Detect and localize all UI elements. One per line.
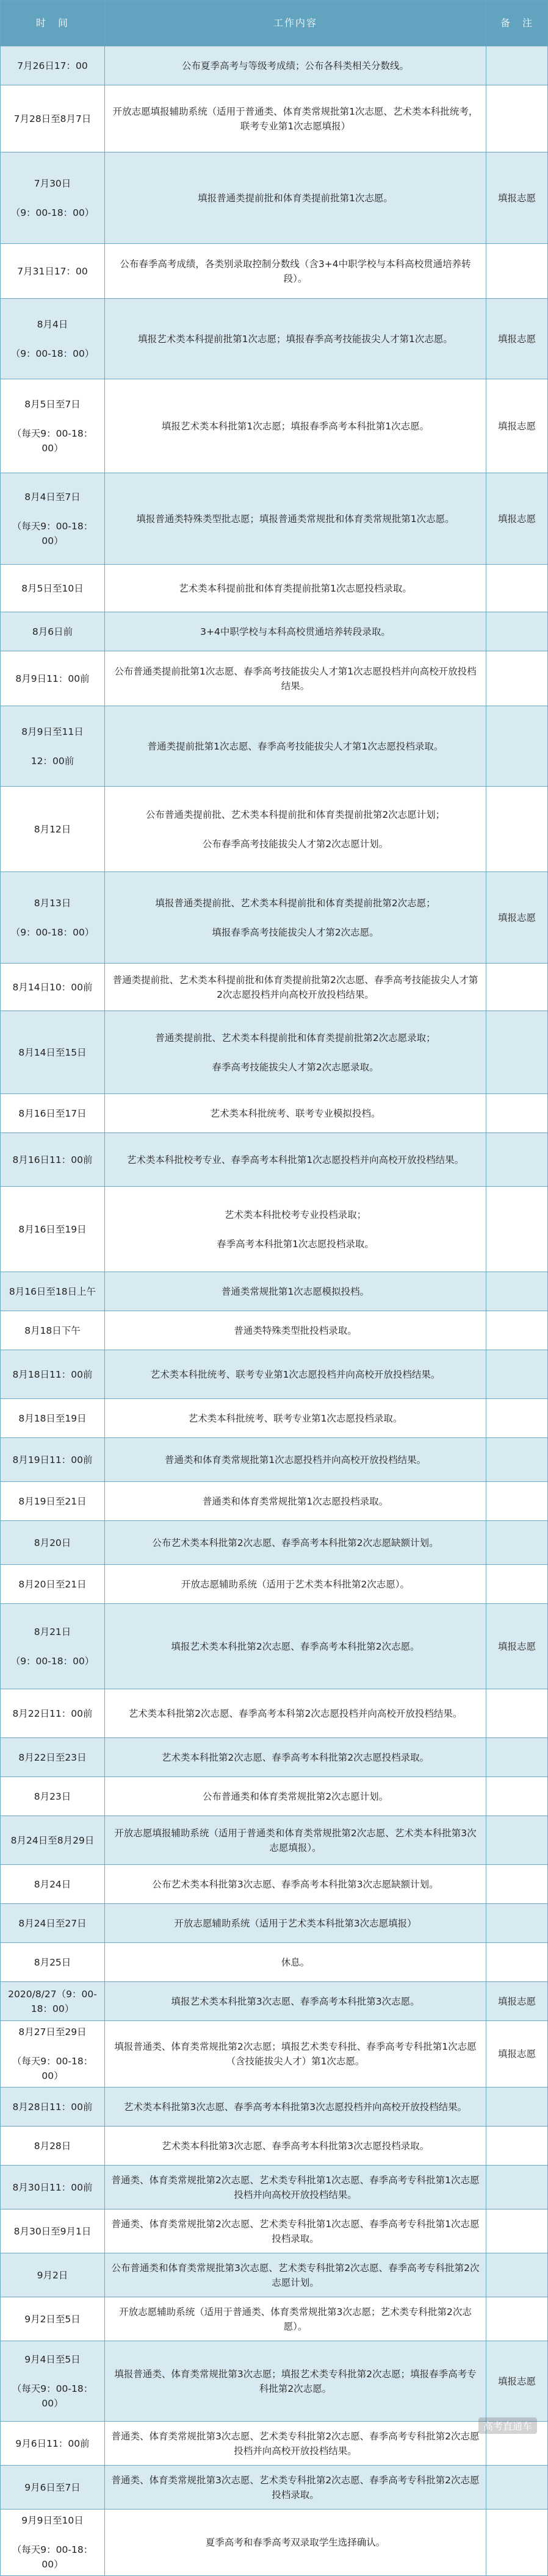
time-cell: 8月9日11：00前	[1, 651, 105, 706]
table-row	[1, 1943, 548, 1982]
table-row	[1, 2021, 548, 2088]
time-cell: 8月5日至10日	[1, 565, 105, 612]
note-cell	[486, 1311, 548, 1350]
content-cell: 休息。	[105, 1943, 486, 1982]
header-note: 备 注	[486, 1, 548, 46]
table-row	[1, 1816, 548, 1865]
header-content: 工作内容	[105, 1, 486, 46]
time-cell: 8月16日11：00前	[1, 1133, 105, 1187]
content-cell: 艺术类本科批统考、联考专业第1次志愿投档录取。	[105, 1399, 486, 1438]
time-cell: 2020/8/27（9：00-18：00）	[1, 1982, 105, 2021]
table-row	[1, 1904, 548, 1943]
time-cell: 8月20日至21日	[1, 1565, 105, 1604]
table-row	[1, 244, 548, 299]
time-cell: 7月30日 （9：00-18：00）	[1, 152, 105, 244]
time-cell: 8月18日11：00前	[1, 1350, 105, 1399]
table-row	[1, 1133, 548, 1187]
note-cell	[486, 1865, 548, 1904]
table-row	[1, 2166, 548, 2209]
time-cell: 8月14日至15日	[1, 1011, 105, 1094]
note-cell: 填报志愿	[486, 2021, 548, 2088]
table-row	[1, 2297, 548, 2341]
time-cell: 9月9日至10日 （每天9：00-18：00）	[1, 2510, 105, 2576]
time-cell: 8月24日至27日	[1, 1904, 105, 1943]
note-cell	[486, 612, 548, 651]
table-row	[1, 651, 548, 706]
note-cell	[486, 1943, 548, 1982]
table-row	[1, 1311, 548, 1350]
time-cell: 7月26日17：00	[1, 46, 105, 85]
time-cell: 9月6日至7日	[1, 2466, 105, 2510]
table-row	[1, 2127, 548, 2166]
table-row	[1, 1865, 548, 1904]
time-cell: 8月16日至17日	[1, 1094, 105, 1133]
time-cell: 8月30日11：00前	[1, 2166, 105, 2209]
note-cell	[486, 1521, 548, 1565]
content-cell: 普通类、体育类常规批第2次志愿、艺术类专科批第1次志愿、春季高考专科批第1次志愿投档录取。	[105, 2209, 486, 2253]
time-cell: 8月16日至18日上午	[1, 1272, 105, 1311]
table-row	[1, 2466, 548, 2510]
content-cell: 公布春季高考成绩，各类别录取控制分数线（含3+4中职学校与本科高校贯通培养转段）。	[105, 244, 486, 299]
note-cell	[486, 1350, 548, 1399]
content-cell: 艺术类本科批第2次志愿、春季高考本科批第2次志愿投档录取。	[105, 1738, 486, 1777]
note-cell	[486, 1094, 548, 1133]
time-cell: 8月12日	[1, 787, 105, 872]
content-cell: 普通类、体育类常规批第3次志愿、艺术类专科批第2次志愿、春季高考专科批第2次志愿投档录取。	[105, 2466, 486, 2510]
time-cell: 8月19日至21日	[1, 1482, 105, 1521]
note-cell	[486, 565, 548, 612]
content-cell: 填报普通类、体育类常规批第2次志愿；填报艺术类专科批、春季高考专科批第1次志愿（含技能拔尖人才）第1次志愿。	[105, 2021, 486, 2088]
note-cell	[486, 244, 548, 299]
table-row	[1, 612, 548, 651]
table-row	[1, 46, 548, 85]
content-cell: 公布普通类和体育类常规批第3次志愿、艺术类专科批第2次志愿、春季高考专科批第2次志愿计划。	[105, 2253, 486, 2297]
time-cell: 8月16日至19日	[1, 1187, 105, 1272]
time-cell: 9月2日	[1, 2253, 105, 2297]
note-cell	[486, 2088, 548, 2127]
time-cell: 8月19日11：00前	[1, 1438, 105, 1482]
time-cell: 8月14日10：00前	[1, 964, 105, 1011]
content-cell: 艺术类本科批统考、联考专业模拟投档。	[105, 1094, 486, 1133]
content-cell: 普通类和体育类常规批第1次志愿投档并向高校开放投档结果。	[105, 1438, 486, 1482]
content-cell: 普通类提前批、艺术类本科提前批和体育类提前批第2次志愿录取； 春季高考技能拔尖人才第2次志愿录取。	[105, 1011, 486, 1094]
content-cell: 开放志愿辅助系统（适用于艺术类本科批第2次志愿）。	[105, 1565, 486, 1604]
table-row	[1, 1272, 548, 1311]
note-cell: 填报志愿	[486, 1982, 548, 2021]
note-cell	[486, 1904, 548, 1943]
time-cell: 8月13日 （9：00-18：00）	[1, 872, 105, 964]
note-cell	[486, 1565, 548, 1604]
table-row	[1, 2422, 548, 2466]
content-cell: 普通类特殊类型批投档录取。	[105, 1311, 486, 1350]
table-row	[1, 2088, 548, 2127]
note-cell: 填报志愿	[486, 872, 548, 964]
note-cell	[486, 787, 548, 872]
content-cell: 填报艺术类本科批第1次志愿；填报春季高考本科批第1次志愿。	[105, 379, 486, 473]
table-header-row	[1, 1, 548, 46]
table-row	[1, 1350, 548, 1399]
time-cell: 8月27日至29日 （每天9：00-18：00）	[1, 2021, 105, 2088]
time-cell: 8月18日下午	[1, 1311, 105, 1350]
time-cell: 9月2日至5日	[1, 2297, 105, 2341]
time-cell: 8月24日至8月29日	[1, 1816, 105, 1865]
table-row	[1, 1777, 548, 1816]
table-row	[1, 1565, 548, 1604]
note-cell	[486, 964, 548, 1011]
content-cell: 开放志愿辅助系统（适用于普通类、体育类常规批第3次志愿；艺术类专科批第2次志愿）。	[105, 2297, 486, 2341]
note-cell	[486, 1689, 548, 1738]
content-cell: 填报艺术类本科提前批第1次志愿；填报春季高考技能拔尖人才第1次志愿。	[105, 299, 486, 379]
time-cell: 8月22日至23日	[1, 1738, 105, 1777]
content-cell: 填报艺术类本科批第2次志愿、春季高考本科批第2次志愿。	[105, 1604, 486, 1689]
note-cell	[486, 1816, 548, 1865]
content-cell: 艺术类本科批统考、联考专业第1次志愿投档并向高校开放投档结果。	[105, 1350, 486, 1399]
content-cell: 普通类和体育类常规批第1次志愿投档录取。	[105, 1482, 486, 1521]
content-cell: 填报普通类提前批、艺术类本科提前批和体育类提前批第2次志愿； 填报春季高考技能拔尖人才第2次志愿。	[105, 872, 486, 964]
table-row	[1, 2510, 548, 2576]
content-cell: 普通类提前批、艺术类本科提前批和体育类提前批第2次志愿、春季高考技能拔尖人才第2次志愿投档并向高校开放投档结果。	[105, 964, 486, 1011]
header-time: 时 间	[1, 1, 105, 46]
content-cell: 艺术类本科批第2次志愿、春季高考本科第2次志愿投档并向高校开放投档结果。	[105, 1689, 486, 1738]
time-cell: 7月28日至8月7日	[1, 85, 105, 152]
table-row	[1, 299, 548, 379]
table-row	[1, 2253, 548, 2297]
note-cell: 填报志愿	[486, 379, 548, 473]
table-row	[1, 964, 548, 1011]
time-cell: 8月21日 （9：00-18：00）	[1, 1604, 105, 1689]
time-cell: 8月30日至9月1日	[1, 2209, 105, 2253]
note-cell	[486, 1133, 548, 1187]
content-cell: 填报普通类、体育类常规批第3次志愿；填报艺术类专科批第2次志愿；填报春季高考专科批第2次志愿。	[105, 2341, 486, 2422]
table-row	[1, 1399, 548, 1438]
content-cell: 公布夏季高考与等级考成绩；公布各科类相关分数线。	[105, 46, 486, 85]
table-row	[1, 706, 548, 787]
content-cell: 公布艺术类本科批第3次志愿、春季高考本科批第3次志愿缺额计划。	[105, 1865, 486, 1904]
note-cell: 填报志愿	[486, 152, 548, 244]
time-cell: 8月28日11：00前	[1, 2088, 105, 2127]
note-cell	[486, 1777, 548, 1816]
note-cell: 填报志愿	[486, 1604, 548, 1689]
content-cell: 普通类提前批第1次志愿、春季高考技能拔尖人才第1次志愿投档录取。	[105, 706, 486, 787]
note-cell	[486, 1438, 548, 1482]
time-cell: 9月6日11：00前	[1, 2422, 105, 2466]
note-cell	[486, 651, 548, 706]
content-cell: 开放志愿填报辅助系统（适用于普通类和体育类常规批第2次志愿、艺术类本科批第3次志愿填报）。	[105, 1816, 486, 1865]
note-cell	[486, 2127, 548, 2166]
note-cell	[486, 1187, 548, 1272]
content-cell: 填报艺术类本科批第3次志愿、春季高考本科批第3次志愿。	[105, 1982, 486, 2021]
content-cell: 普通类、体育类常规批第3次志愿、艺术类专科批第2次志愿、春季高考专科批第2次志愿投档并向高校开放投档结果。	[105, 2422, 486, 2466]
content-cell: 开放志愿辅助系统（适用于艺术类本科批第3次志愿填报）	[105, 1904, 486, 1943]
table-row	[1, 473, 548, 565]
content-cell: 公布普通类提前批第1次志愿、春季高考技能拔尖人才第1次志愿投档并向高校开放投档结果。	[105, 651, 486, 706]
content-cell: 艺术类本科提前批和体育类提前批第1次志愿投档录取。	[105, 565, 486, 612]
content-cell: 夏季高考和春季高考双录取学生选择确认。	[105, 2510, 486, 2576]
time-cell: 8月4日至7日 （每天9：00-18：00）	[1, 473, 105, 565]
note-cell: 填报志愿	[486, 299, 548, 379]
content-cell: 公布普通类和体育类常规批第2次志愿计划。	[105, 1777, 486, 1816]
content-cell: 填报普通类特殊类型批志愿；填报普通类常规批和体育类常规批第1次志愿。	[105, 473, 486, 565]
table-row	[1, 1982, 548, 2021]
note-cell	[486, 1272, 548, 1311]
table-row	[1, 1689, 548, 1738]
note-cell	[486, 2510, 548, 2576]
time-cell: 8月4日 （9：00-18：00）	[1, 299, 105, 379]
time-cell: 8月20日	[1, 1521, 105, 1565]
time-cell: 7月31日17：00	[1, 244, 105, 299]
time-cell: 8月23日	[1, 1777, 105, 1816]
time-cell: 8月9日至11日 12：00前	[1, 706, 105, 787]
content-cell: 普通类、体育类常规批第2次志愿、艺术类专科批第1次志愿、春季高考专科批第1次志愿投档并向高校开放投档结果。	[105, 2166, 486, 2209]
note-cell	[486, 706, 548, 787]
table-row	[1, 1604, 548, 1689]
time-cell: 8月28日	[1, 2127, 105, 2166]
content-cell: 公布艺术类本科批第2次志愿、春季高考本科批第2次志愿缺额计划。	[105, 1521, 486, 1565]
table-row	[1, 1521, 548, 1565]
watermark: 高考直通车	[478, 2417, 537, 2434]
content-cell: 开放志愿填报辅助系统（适用于普通类、体育类常规批第1次志愿、艺术类本科批统考，联考专业第1次志愿填报）	[105, 85, 486, 152]
content-cell: 艺术类本科批校考专业、春季高考本科批第1次志愿投档并向高校开放投档结果。	[105, 1133, 486, 1187]
note-cell	[486, 2253, 548, 2297]
table-row	[1, 1011, 548, 1094]
table-row	[1, 872, 548, 964]
note-cell	[486, 2166, 548, 2209]
table-row	[1, 565, 548, 612]
note-cell	[486, 46, 548, 85]
content-cell: 普通类常规批第1次志愿模拟投档。	[105, 1272, 486, 1311]
note-cell	[486, 2297, 548, 2341]
time-cell: 8月22日11：00前	[1, 1689, 105, 1738]
table-row	[1, 1482, 548, 1521]
time-cell: 8月25日	[1, 1943, 105, 1982]
note-cell	[486, 85, 548, 152]
content-cell: 公布普通类提前批、艺术类本科提前批和体育类提前批第2次志愿计划； 公布春季高考技能拔尖人才第2次志愿计划。	[105, 787, 486, 872]
note-cell	[486, 1399, 548, 1438]
note-cell	[486, 1738, 548, 1777]
note-cell	[486, 2466, 548, 2510]
time-cell: 8月18日至19日	[1, 1399, 105, 1438]
time-cell: 8月6日前	[1, 612, 105, 651]
content-cell: 艺术类本科批第3次志愿、春季高考本科批第3次志愿投档并向高校开放投档结果。	[105, 2088, 486, 2127]
content-cell: 3+4中职学校与本科高校贯通培养转段录取。	[105, 612, 486, 651]
table-row	[1, 1738, 548, 1777]
table-row	[1, 787, 548, 872]
note-cell: 填报志愿	[486, 2341, 548, 2422]
table-row	[1, 2341, 548, 2422]
table-row	[1, 2209, 548, 2253]
content-cell: 填报普通类提前批和体育类提前批第1次志愿。	[105, 152, 486, 244]
table-row	[1, 152, 548, 244]
table-body	[1, 46, 548, 2576]
content-cell: 艺术类本科批第3次志愿、春季高考本科批第3次志愿投档录取。	[105, 2127, 486, 2166]
table-row	[1, 379, 548, 473]
table-row	[1, 1438, 548, 1482]
note-cell	[486, 2209, 548, 2253]
table-row	[1, 1094, 548, 1133]
table-row	[1, 1187, 548, 1272]
time-cell: 8月5日至7日 （每天9：00-18：00）	[1, 379, 105, 473]
note-cell	[486, 1011, 548, 1094]
note-cell	[486, 1482, 548, 1521]
content-cell: 艺术类本科批校考专业投档录取； 春季高考本科批第1次志愿投档录取。	[105, 1187, 486, 1272]
time-cell: 8月24日	[1, 1865, 105, 1904]
note-cell: 填报志愿	[486, 473, 548, 565]
table-row	[1, 85, 548, 152]
time-cell: 9月4日至5日 （每天9：00-18：00）	[1, 2341, 105, 2422]
